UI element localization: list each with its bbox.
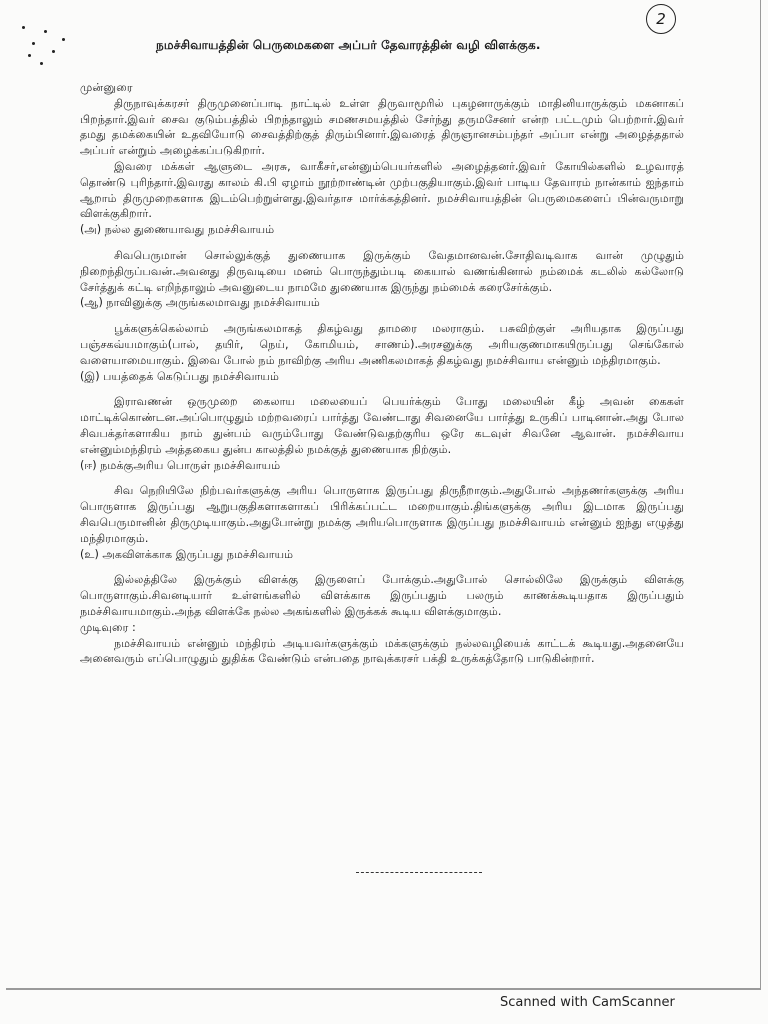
- section-heading-aa: (ஆ) நாவினுக்கு அருங்கலமாவது நமச்சிவாயம்: [80, 296, 320, 310]
- conclusion-paragraph: நமச்சிவாயம் என்னும் மந்திரம் அடியவர்களுக்கும் மக்களுக்கும் நல்லவழியைக் காட்டக் கூடியது.அதனையே அனைவரும் எப்பொழுதும் துதிக்க வேண்டும் என்பதை நாவுக்கரசர் பக்தி உருக்கத்தோடு பாடுகின்றார்.: [80, 636, 684, 666]
- section-heading-conclusion: முடிவுரை :: [80, 620, 136, 634]
- page-number: 2: [646, 4, 676, 34]
- section-heading-u: (உ) அகவிளக்காக இருப்பது நமச்சிவாயம்: [80, 547, 294, 561]
- section-u-paragraph: இல்லத்திலே இருக்கும் விளக்கு இருளைப் போக்கும்.அதுபோல் சொல்லிலே இருக்கும் விளக்கு பொருளாகும்.சிவனடியார் உள்ளங்களில் விளக்காக இருப்பதும் பலரும் காணக்கூடியதாக இருப்பதும் நமச்சிவாயமாகும்.அந்த விளக்கே நல்ல அகங்களில் இருக்கக் கூடிய விளக்குமாகும்.: [80, 573, 684, 618]
- page-title: நமச்சிவாயத்தின் பெருமைகளை அப்பர் தேவாரத்தின் வழி விளக்குக.: [156, 38, 541, 52]
- section-aa-paragraph: பூக்களுக்கெல்லாம் அருங்கலமாகத் திகழ்வது தாமரை மலராகும். பசுவிற்குள் அரியதாக இருப்பது பஞ்சகவ்யமாகும்(பால், தயிர், நெய், கோமியம், சாணம்).அரசனுக்கு அரியகுணமாகயிருப்பது செங்கோல் வளையாமையாகும். இவை போல் நம் நாவிற்கு அரிய அணிகலமாகத் திகழ்வது நமச்சிவாய என்னும் மந்திரமாகும்.: [80, 322, 684, 367]
- intro-paragraph-2: இவரை மக்கள் ஆளுடை அரசு, வாகீசர்,என்னும்பெயர்களில் அழைத்தனர்.இவர் கோயில்களில் உழவாரத் தொண்டு புரிந்தார்.இவரது காலம் கி.பி ஏழாம் நூற்றாண்டின் முற்பகுதியாகும்.இவர் பாடிய தேவாரம் நான்காம் ஐந்தாம் ஆறாம் திருமுறைகளாக இடம்பெற்றுள்ளது.இவர்தாச மார்க்கத்தினர். நமச்சிவாயத்தின் பெருமைகளைப் பின்வருமாறு விளக்குகிறார்.: [80, 159, 684, 221]
- section-heading-i: (இ) பயத்தைக் கெடுப்பது நமச்சிவாயம்: [80, 369, 279, 383]
- essay-body: [80, 80, 684, 667]
- intro-paragraph-1: திருநாவுக்கரசர் திருமுனைப்பாடி நாட்டில் உள்ள திருவாமூரில் புகழனாருக்கும் மாதினியாருக்கும் மகனாகப் பிறந்தார்.இவர் சைவ குடும்பத்தில் பிறந்தாலும் சமணசமயத்தில் சேர்ந்து தருமசேனர் என்ற பட்டமும் பெற்றார்.இவர் தமது தமக்கையின் உதவியோடு சைவத்திற்குத் திரும்பினார்.இவரைத் திருஞானசம்பந்தர் அப்பா என்று அழைத்ததால் அப்பர் என்றும் அழைக்கப்படுகிறார்.: [80, 96, 684, 158]
- end-divider: [356, 872, 482, 873]
- scanner-watermark: Scanned with CamScanner: [500, 995, 675, 1010]
- section-ii-paragraph: சிவ நெறியிலே நிற்பவர்களுக்கு அரிய பொருளாக இருப்பது திருநீறாகும்.அதுபோல் அந்தணர்களுக்கு அரிய பொருளாக இருப்பது ஆறுபகுதிகளாகளாகப் பிரிக்கப்பட்ட மறையாகும்.திங்களுக்கு அரிய இடமாக இருப்பது சிவபெருமானின் திருமுடியாகும்.அதுபோன்று நமக்கு அரியபொருளாக இருப்பது நமச்சிவாயம் என்னும் ஐந்து எழுத்து மந்திரமாகும்.: [80, 484, 684, 545]
- section-heading-a: (அ) நல்ல துணையாவது நமச்சிவாயம்: [80, 223, 275, 237]
- scan-specks: [18, 20, 78, 70]
- section-a-paragraph: சிவபெருமான் சொல்லுக்குத் துணையாக இருக்கும் வேதமானவன்.சோதிவடிவாக வான் முழுதும் நிறைந்திருப்பவன்.அவனது திருவடியை மனம் பொருந்தும்படி கையால் வணங்கினால் நம்மைக் கடலில் கல்லோடு சேர்த்துக் கட்டி எறிந்தாலும் அவனுடைய நாமமே துணையாக இருந்து நம்மைக் கரைசேர்க்கும்.: [80, 248, 684, 294]
- section-heading-ii: (ஈ) நமக்குஅரிய பொருள் நமச்சிவாயம்: [80, 458, 281, 472]
- section-i-paragraph: இராவணன் ஒருமுறை கைலாய மலையைப் பெயர்க்கும் போது மலையின் கீழ் அவன் கைகள் மாட்டிக்கொண்டன.அப்பொழுதும் மற்றவரைப் பார்த்து வேண்டாது சிவனையே பார்த்து உருகிப் பாடினான்.அது போல சிவபக்தர்களாகிய நாம் துன்பம் வரும்போது வேண்டுவதற்குரிய ஒரே கடவுள் சிவனே ஆவான். நமச்சிவாய என்னும்மந்திரம் அத்தகைய துன்ப காலத்தில் நமக்குத் துணையாக நிற்கும்.: [80, 395, 684, 456]
- section-heading-intro: முன்னுரை: [80, 81, 133, 94]
